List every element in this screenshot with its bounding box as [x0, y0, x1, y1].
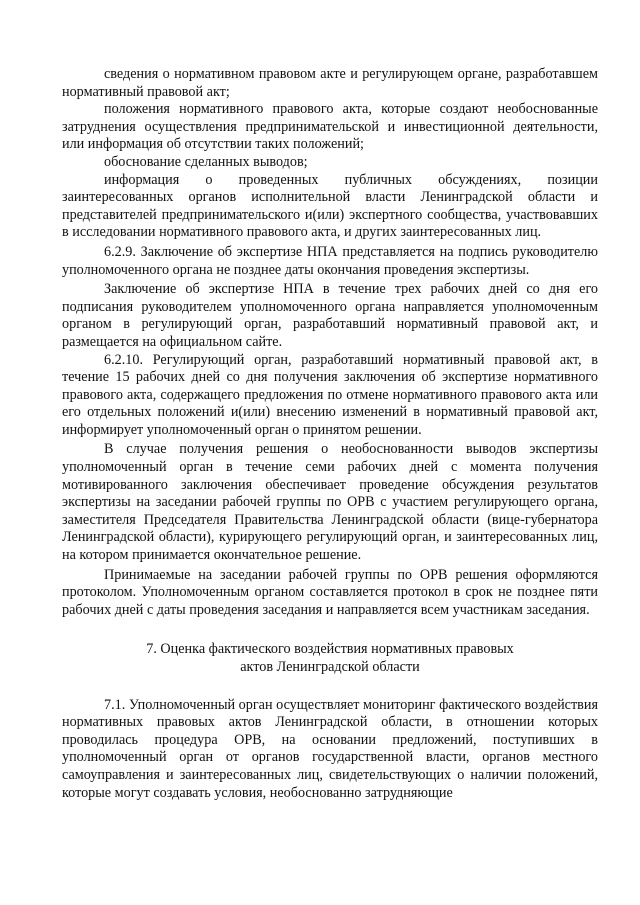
paragraph-7-1: 7.1. Уполномоченный орган осуществляет мониторинг фактического воздействия нормативных правовых актов Ленинградской области, в отношении которых проводилась процедура ОРВ, на основании предложений, поступивших в уполномоченный орган от органов государственной власти, органов местного самоуправления и заинтересованных лиц, свидетельствующих о наличии положений, которые могут создавать условия, необоснованно затрудняющие [62, 696, 598, 801]
paragraph-unfounded-conclusions: В случае получения решения о необоснованности выводов экспертизы уполномоченный орган в течение семи рабочих дней с момента получения мотивированного заключения обеспечивает проведение обсуждения результатов экспертизы на заседании рабочей группы по ОРВ с участием регулирующего органа, заместителя Председателя Правительства Ленинградской области (вице-губернатора Ленинградской области), курирующего регулирующий орган, и заинтересованных лиц, на котором принимается окончательное решение. [62, 441, 598, 564]
paragraph-regulator-info: сведения о нормативном правовом акте и регулирующем органе, разработавшем нормативный правовой акт; [62, 66, 598, 100]
paragraph-protocol: Принимаемые на заседании рабочей группы по ОРВ решения оформляются протоколом. Уполномоченным органом составляется протокол в срок не позднее пяти рабочих дней с даты проведения заседания и направляется всем участникам заседания. [62, 566, 598, 618]
paragraph-conclusion-sending: Заключение об экспертизе НПА в течение трех рабочих дней со дня его подписания руководителем уполномоченного органа направляется уполномоченным органом в регулирующий орган, разработавший нормативный правовой акт, и размещается на официальном сайте. [62, 281, 598, 350]
document-body [62, 66, 598, 802]
section-7-heading-line-2: актов Ленинградской области [240, 659, 420, 675]
section-7-heading [62, 641, 598, 676]
paragraph-conclusions-rationale: обоснование сделанных выводов; [104, 153, 308, 170]
paragraph-6-2-9: 6.2.9. Заключение об экспертизе НПА представляется на подпись руководителю уполномоченного органа не позднее даты окончания проведения экспертизы. [62, 243, 598, 278]
paragraph-public-discussions: информация о проведенных публичных обсуждениях, позиции заинтересованных органов исполнительной власти Ленинградской области и представителей предпринимательского и(или) экспертного сообщества, участвовавших в исследовании нормативного правового акта, и других заинтересованных лиц. [62, 171, 598, 241]
paragraph-6-2-10: 6.2.10. Регулирующий орган, разработавший нормативный правовой акт, в течение 15 рабочих дней со дня получения заключения об экспертизе нормативного правового акта, содержащего предложения по отмене нормативного правового акта или его отдельных положений и(или) внесению изменений в нормативный правовой акт, информирует уполномоченный орган о принятом решении. [62, 351, 598, 438]
paragraph-unjustified-provisions: положения нормативного правового акта, которые создают необоснованные затруднения осуществления предпринимательской и инвестиционной деятельности, или информация об отсутствии таких положений; [62, 101, 598, 153]
section-7-heading-line-1: 7. Оценка фактического воздействия нормативных правовых [146, 641, 514, 658]
